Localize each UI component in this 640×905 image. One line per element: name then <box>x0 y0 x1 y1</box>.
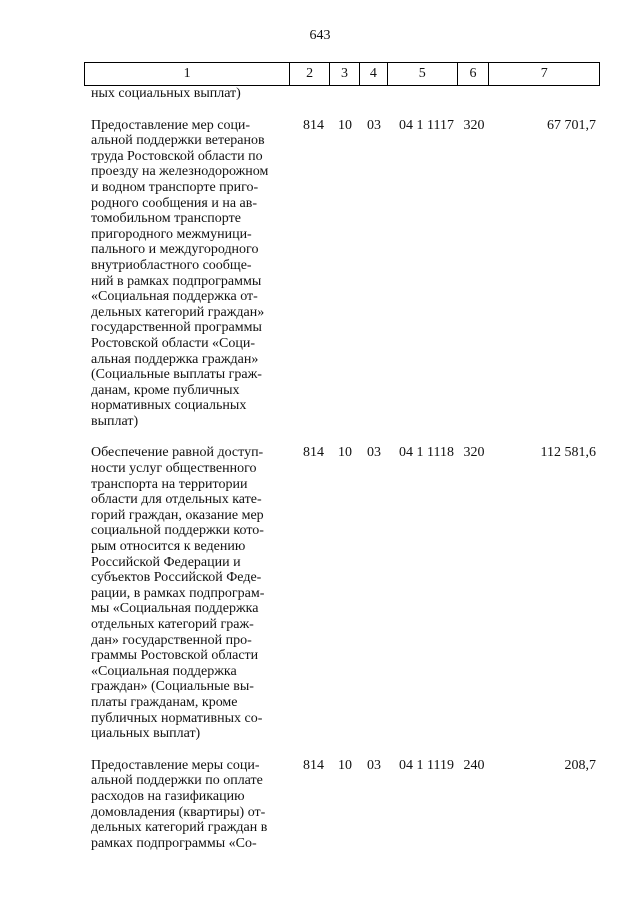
code-column-2: 814 <box>303 117 324 133</box>
code-column-5: 04 1 1117 <box>399 117 454 133</box>
description-line: субъектов Российской Феде- <box>91 570 262 586</box>
description-line: рации, в рамках подпрограм- <box>91 585 265 601</box>
description-line: томобильном транспорте <box>91 211 241 227</box>
code-column-3: 10 <box>338 445 352 461</box>
description-line: внутриобластного сообще- <box>91 257 252 273</box>
description-line: (Социальные выплаты граж- <box>91 367 262 383</box>
description-line: расходов на газификацию <box>91 788 245 804</box>
description-line: отдельных категорий граж- <box>91 617 254 632</box>
column-header-6: 6 <box>458 63 490 85</box>
code-column-2: 814 <box>303 445 324 461</box>
description-line: альной поддержки по оплате <box>91 773 263 789</box>
row-description: ных социальных выплат) <box>91 86 241 101</box>
table-body <box>84 86 600 851</box>
description-line: труда Ростовской области по <box>91 148 263 164</box>
code-column-4: 03 <box>367 757 381 773</box>
description-line: ности услуг общественного <box>91 461 257 477</box>
column-header-3: 3 <box>330 63 360 85</box>
description-line: дан» государственной про- <box>91 632 252 648</box>
code-column-2: 814 <box>303 757 324 773</box>
amount-column-7: 67 701,7 <box>547 117 596 133</box>
description-line: и водном транспорте приго- <box>91 179 259 195</box>
table-row-continuation <box>84 86 600 102</box>
description-line: Предоставление мер соци- <box>91 117 251 133</box>
description-line: граждан» (Социальные вы- <box>91 679 254 695</box>
description-line: мы «Социальная поддержка <box>91 601 259 617</box>
description-line: пального и междугородного <box>91 242 259 258</box>
description-line: платы гражданам, кроме <box>91 694 238 710</box>
description-line: Российской Федерации и <box>91 554 241 570</box>
column-header-7: 7 <box>540 66 548 81</box>
column-header-4: 4 <box>360 63 388 85</box>
column-header-5: 5 <box>388 63 458 85</box>
description-line: выплат) <box>91 413 139 429</box>
table-row <box>84 445 600 741</box>
code-column-4: 03 <box>367 445 381 461</box>
description-line: альной поддержки ветеранов <box>91 133 265 149</box>
description-line: социальной поддержки кото- <box>91 523 264 539</box>
row-description <box>84 445 290 741</box>
description-line: транспорта на территории <box>91 476 248 492</box>
description-line: Обеспечение равной доступ- <box>91 445 264 461</box>
description-line: дельных категорий граждан» <box>91 304 265 320</box>
description-line: рамках подпрограммы «Со- <box>91 835 257 851</box>
table-row <box>84 118 600 430</box>
table-header <box>84 62 600 86</box>
description-line: государственной программы <box>91 320 262 336</box>
code-column-6: 240 <box>463 757 485 773</box>
description-line: домовладения (квартиры) от- <box>91 804 266 820</box>
description-line: альная поддержка граждан» <box>91 351 259 367</box>
code-column-3: 10 <box>338 757 352 773</box>
description-line: рым относится к ведению <box>91 539 246 555</box>
description-line: дельных категорий граждан в <box>91 820 268 836</box>
row-description <box>84 118 290 430</box>
description-line: пригородного межмуници- <box>91 226 252 242</box>
table-row <box>84 758 600 852</box>
code-column-5: 04 1 1119 <box>399 757 454 773</box>
description-line: проезду на железнодорожном <box>91 164 269 180</box>
page-number: 643 <box>309 28 331 43</box>
description-line: Ростовской области «Соци- <box>91 335 256 351</box>
description-line: области для отдельных кате- <box>91 492 262 508</box>
description-line: «Социальная поддержка <box>91 663 237 679</box>
column-header-1: 1 <box>85 63 290 85</box>
description-line: граммы Ростовской области <box>91 648 259 664</box>
description-line: родного сообщения и на ав- <box>91 195 258 211</box>
code-column-4: 03 <box>367 117 381 133</box>
description-line: Предоставление меры соци- <box>91 757 260 773</box>
description-line: горий граждан, оказание мер <box>91 507 264 523</box>
code-column-3: 10 <box>338 117 352 133</box>
description-line: «Социальная поддержка от- <box>91 289 258 305</box>
amount-column-7: 208,7 <box>564 757 596 773</box>
code-column-5: 04 1 1118 <box>399 445 454 461</box>
row-description <box>84 758 290 852</box>
code-column-6: 320 <box>463 445 485 461</box>
description-line: циальных выплат) <box>91 726 201 742</box>
description-line: публичных нормативных со- <box>91 710 263 726</box>
description-line: нормативных социальных <box>91 398 247 414</box>
column-header-2: 2 <box>290 63 330 85</box>
description-line: данам, кроме публичных <box>91 382 240 398</box>
code-column-6: 320 <box>463 117 485 133</box>
amount-column-7: 112 581,6 <box>540 445 596 461</box>
description-line: ний в рамках подпрограммы <box>91 273 262 289</box>
